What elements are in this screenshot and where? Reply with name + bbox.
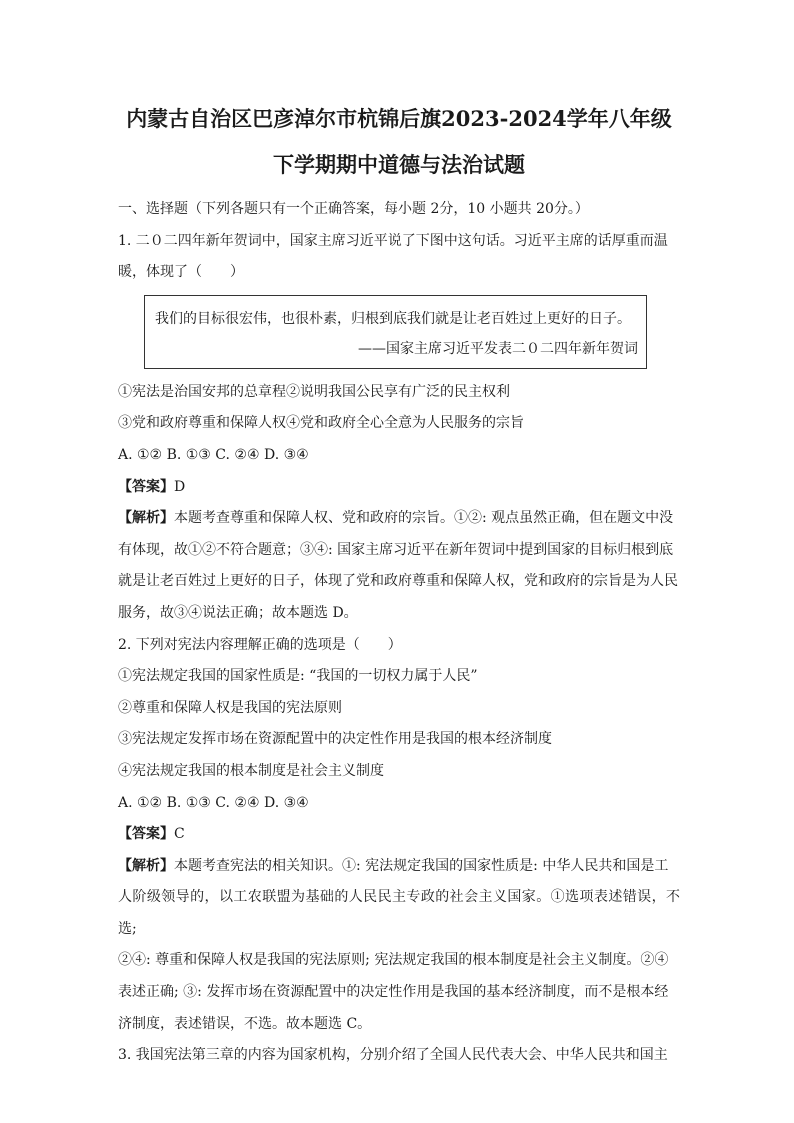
q1-analysis-text-1: 本题考查尊重和保障人权、党和政府的宗旨。①②: 观点虽然正确，但在题文中没 (174, 510, 674, 527)
document-title-line-2: 下学期期中道德与法治试题 (273, 152, 525, 177)
q1-analysis-line-3: 就是让老百姓过上更好的日子，体现了党和政府尊重和保障人权，党和政府的宗旨是为人民 (118, 573, 678, 590)
q2-choices: A. ①② B. ①③ C. ②④ D. ③④ (118, 794, 309, 811)
q2-analysis-label: 【解析】 (118, 857, 174, 874)
q1-option-line-2: ③党和政府尊重和保障人权④党和政府全心全意为人民服务的宗旨 (118, 415, 524, 432)
q2-option-3: ③宪法规定发挥市场在资源配置中的决定性作用是我国的根本经济制度 (118, 731, 552, 748)
q2-analysis-line-3: ②④: 尊重和保障人权是我国的宪法原则; 宪法规定我国的根本制度是社会主义制度。②④ (118, 952, 669, 969)
q2-analysis-line-4: 表述正确; ③: 发挥市场在资源配置中的决定性作用是我国的基本经济制度，而不是根本经 (118, 984, 669, 1001)
q2-answer-label: 【答案】 (118, 826, 174, 843)
q1-answer-label: 【答案】 (118, 478, 174, 495)
q1-stem-line-2: 暖，体现了（ ） (118, 264, 244, 281)
q1-analysis-label: 【解析】 (118, 510, 174, 527)
document-page (118, 96, 680, 1072)
q1-analysis-line-4: 服务，故③④说法正确；故本题选 D。 (118, 604, 358, 621)
q2-analysis-line-2: 人阶级领导的，以工农联盟为基础的人民民主专政的社会主义国家。①选项表述错误，不选; (118, 889, 680, 937)
q1-stem-line-1: 1. 二０二四年新年贺词中，国家主席习近平说了下图中这句话。习近平主席的话厚重而温 (118, 232, 668, 249)
q2-stem: 2. 下列对宪法内容理解正确的选项是（ ） (118, 636, 402, 653)
q1-analysis-line-2: 有体现，故①②不符合题意；③④: 国家主席习近平在新年贺词中提到国家的目标归根到底 (118, 541, 674, 558)
q2-analysis-line-1 (118, 851, 680, 883)
q2-option-2: ②尊重和保障人权是我国的宪法原则 (118, 699, 342, 716)
q1-answer-value: D (174, 478, 186, 495)
section-heading: 一、选择题（下列各题只有一个正确答案，每小题 2分，10 小题共 20分。） (118, 201, 589, 217)
q2-answer-value: C (174, 826, 185, 843)
q2-option-4: ④宪法规定我国的根本制度是社会主义制度 (118, 762, 384, 779)
q1-quote-source: ——国家主席习近平发表二０二四年新年贺词 (358, 340, 638, 357)
q2-analysis-text-1: 本题考查宪法的相关知识。①: 宪法规定我国的国家性质是: 中华人民共和国是工 (174, 857, 669, 874)
q1-quote-box (144, 295, 647, 369)
q1-choices: A. ①② B. ①③ C. ②④ D. ③④ (118, 446, 309, 463)
q1-answer (118, 472, 680, 504)
q1-quote-text: 我们的目标很宏伟，也很朴素，归根到底我们就是让老百姓过上更好的日子。 (155, 310, 631, 327)
q2-answer (118, 819, 680, 851)
q1-analysis-line-1 (118, 503, 680, 535)
q2-analysis-line-5: 济制度，表述错误，不选。故本题选 C。 (118, 1015, 372, 1032)
q3-stem-line-1: 3. 我国宪法第三章的内容为国家机构，分别介绍了全国人民代表大会、中华人民共和国主 (118, 1047, 668, 1064)
q1-option-line-1: ①宪法是治国安邦的总章程②说明我国公民享有广泛的民主权利 (118, 383, 510, 400)
document-title-line-1: 内蒙古自治区巴彦淖尔市杭锦后旗2023-2024学年八年级 (126, 106, 672, 131)
q2-option-1: ①宪法规定我国的国家性质是: “我国的一切权力属于人民” (118, 668, 478, 685)
